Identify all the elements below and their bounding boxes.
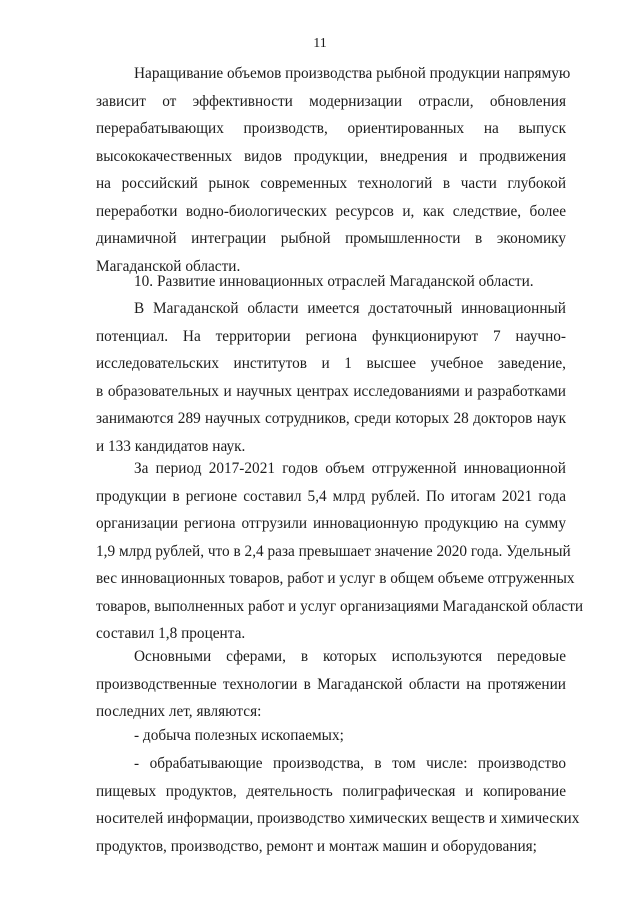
text-line: пищевых продуктов, деятельность полиграфическая и копирование bbox=[96, 782, 566, 800]
text-line: на российский рынок современных технологий в части глубокой bbox=[96, 175, 566, 192]
text-line: В Магаданской области имеется достаточный инновационный bbox=[134, 300, 566, 317]
text-line: последних лет, являются: bbox=[96, 703, 262, 720]
text-line: Наращивание объемов производства рыбной продукции напрямую bbox=[134, 65, 571, 82]
text-line: перерабатывающих производств, ориентированных на выпуск bbox=[96, 120, 566, 137]
text-line: 10. Развитие инновационных отраслей Магаданской области. bbox=[134, 273, 534, 290]
text-line: динамичной интеграции рыбной промышленности в экономику bbox=[96, 230, 566, 247]
list-item bbox=[96, 722, 566, 750]
text-line: Основными сферами, в которых используются передовые bbox=[134, 648, 566, 665]
text-line: организации региона отгрузили инновационную продукцию на сумму bbox=[96, 515, 566, 532]
text-line: занимаются 289 научных сотрудников, среди которых 28 докторов наук bbox=[96, 410, 566, 427]
text-line: Магаданской области. bbox=[96, 257, 241, 275]
text-line: и 133 кандидатов наук. bbox=[96, 437, 246, 455]
text-line: 1,9 млрд рублей, что в 2,4 раза превышает значение 2020 года. Удельный bbox=[96, 542, 571, 560]
text-line: вес инновационных товаров, работ и услуг в общем объеме отгруженных bbox=[96, 570, 575, 587]
text-line: За период 2017-2021 годов объем отгруженной инновационной bbox=[134, 460, 566, 477]
text-line: зависит от эффективности модернизации отрасли, обновления bbox=[96, 92, 566, 110]
text-line: производственные технологии в Магаданской области на протяжении bbox=[96, 675, 566, 693]
section-heading bbox=[96, 268, 566, 296]
text-line: носителей информации, производство химических веществ и химических bbox=[96, 810, 580, 827]
text-line: в образовательных и научных центрах исследованиями и разработками bbox=[96, 382, 566, 400]
paragraph-fishery bbox=[96, 60, 571, 280]
paragraph-innovative-products bbox=[96, 455, 584, 648]
text-line: потенциал. На территории региона функционируют 7 научно- bbox=[96, 327, 566, 345]
text-line: высококачественных видов продукции, внедрения и продвижения bbox=[96, 147, 566, 165]
text-line: исследовательских институтов и 1 высшее учебное заведение, bbox=[96, 355, 566, 372]
paragraph-innovation-potential bbox=[96, 295, 566, 460]
text-line: переработки водно-биологических ресурсов и, как следствие, более bbox=[96, 202, 566, 220]
text-line: - обрабатывающие производства, в том числе: производство bbox=[134, 755, 566, 772]
page-number: 11 bbox=[313, 36, 327, 51]
paragraph-main-spheres bbox=[96, 643, 566, 726]
text-line: продукции в регионе составил 5,4 млрд рублей. По итогам 2021 года bbox=[96, 487, 566, 505]
text-line: товаров, выполненных работ и услуг организациями Магаданской области bbox=[96, 597, 584, 615]
text-line: продуктов, производство, ремонт и монтаж машин и оборудования; bbox=[96, 837, 537, 855]
list-item bbox=[96, 750, 580, 860]
text-line: - добыча полезных ископаемых; bbox=[134, 727, 344, 744]
text-line: составил 1,8 процента. bbox=[96, 625, 246, 642]
